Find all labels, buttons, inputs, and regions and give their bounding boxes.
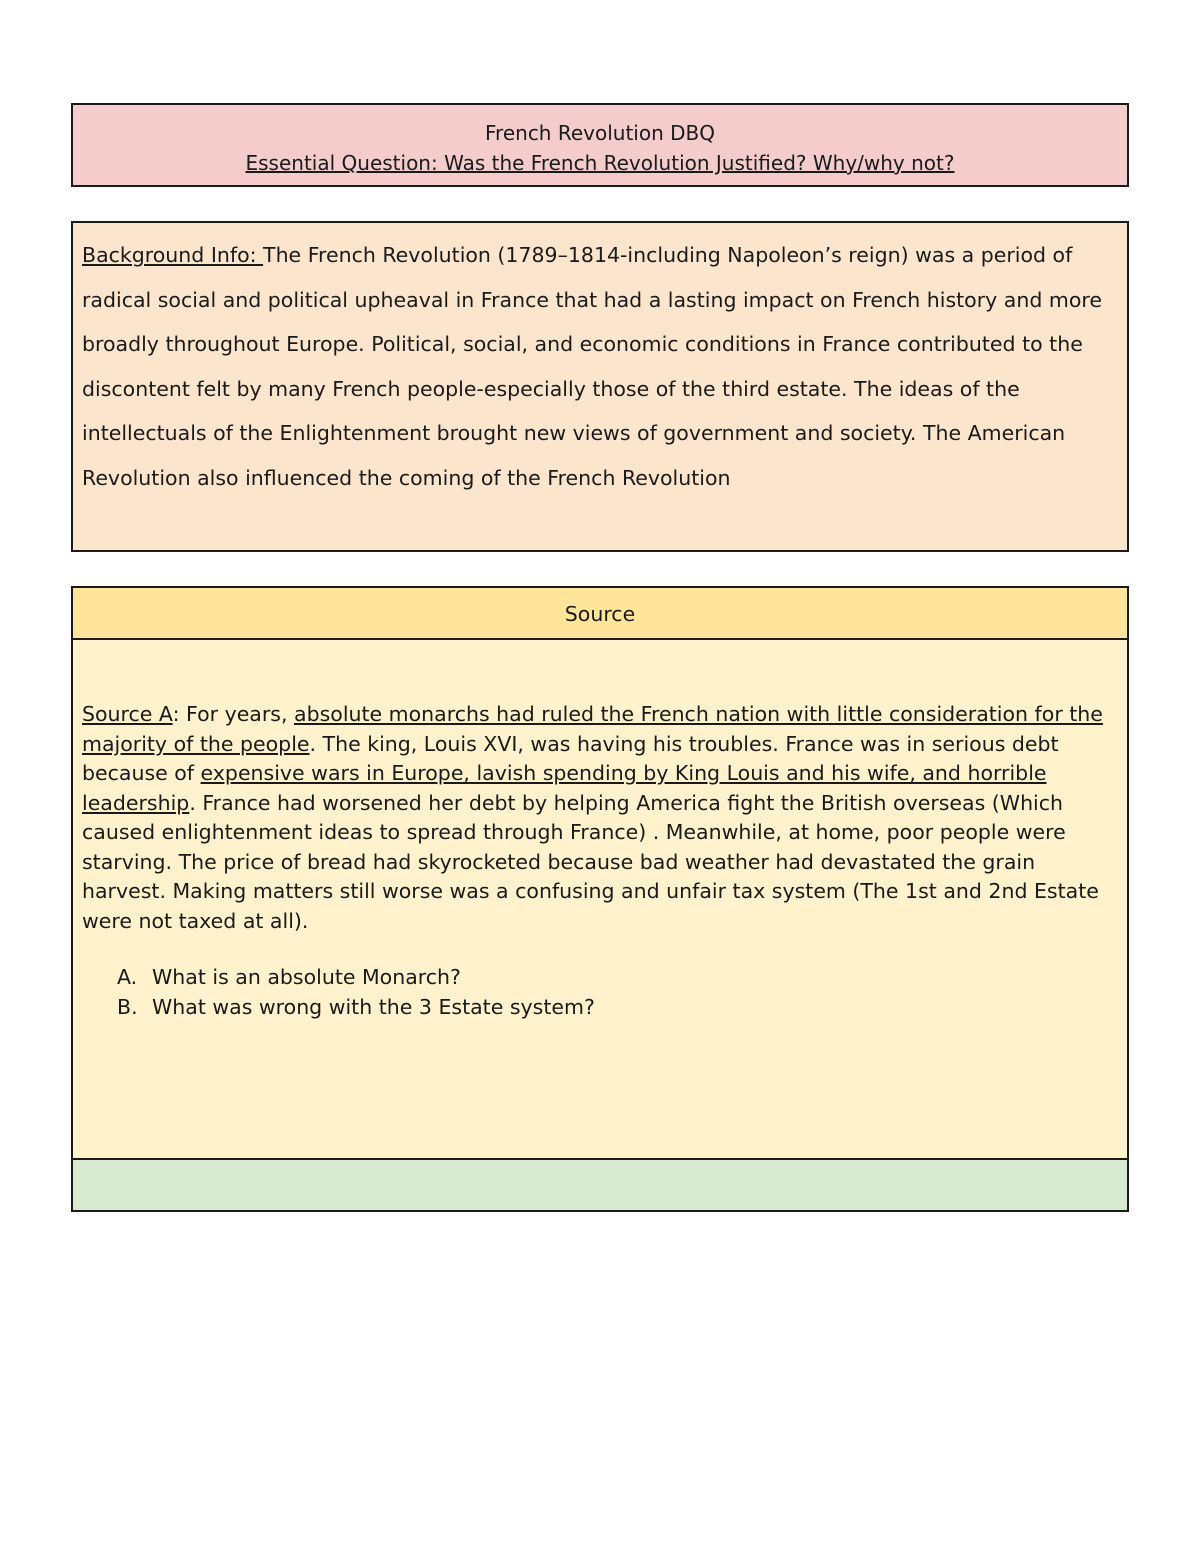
answer-area[interactable] xyxy=(73,1158,1127,1210)
source-a-underlined-1: absolute monarchs had ruled the French nation with little consideration for the majority of the people xyxy=(82,702,1103,756)
source-table xyxy=(71,586,1129,1212)
source-a-underlined-2: expensive wars in Europe, lavish spending by King Louis and his wife, and horrible leadership xyxy=(82,761,1047,815)
source-body xyxy=(73,640,1127,1022)
question-item xyxy=(117,992,1107,1022)
source-a-text-1: : For years, xyxy=(172,702,295,726)
source-a-text-2: . The king, Louis XVI, was having his troubles. France was in serious debt because of xyxy=(82,731,1059,785)
question-item xyxy=(117,962,1107,992)
question-text: What was wrong with the 3 Estate system? xyxy=(152,995,595,1019)
question-text: What is an absolute Monarch? xyxy=(152,965,461,989)
title-box xyxy=(71,103,1129,187)
essential-question: Essential Question: Was the French Revolution Justified? Why/why not? xyxy=(245,151,955,175)
background-info-label: Background Info: xyxy=(82,243,264,267)
question-marker: A. xyxy=(117,965,138,989)
source-header: Source xyxy=(73,588,1127,640)
document-title: French Revolution DBQ xyxy=(485,121,715,145)
background-info-text: The French Revolution (1789–1814-including Napoleon’s reign) was a period of radical social and political upheaval in France that had a lasting impact on French history and more broadly throughout Europe. Political, social, and economic conditions in France contributed to the discontent felt by many French people-especially those of the third estate. The ideas of the intellectuals of the Enlightenment brought new views of government and society. The American Revolution also influenced the coming of the French Revolution xyxy=(82,243,1102,490)
source-a-text-3: . France had worsened her debt by helping America fight the British overseas (Which caused enlightenment ideas to spread through France) . Meanwhile, at home, poor people were starving. The price of bread had skyrocketed because bad weather had devastated the grain harvest. Making matters still worse was a confusing and unfair tax system (The 1st and 2nd Estate were not taxed at all). xyxy=(82,790,1099,933)
source-a-paragraph xyxy=(82,700,1107,936)
source-a-label: Source A xyxy=(82,702,173,726)
question-marker: B. xyxy=(117,995,138,1019)
question-list xyxy=(82,962,1107,1022)
background-info-box xyxy=(71,221,1129,552)
